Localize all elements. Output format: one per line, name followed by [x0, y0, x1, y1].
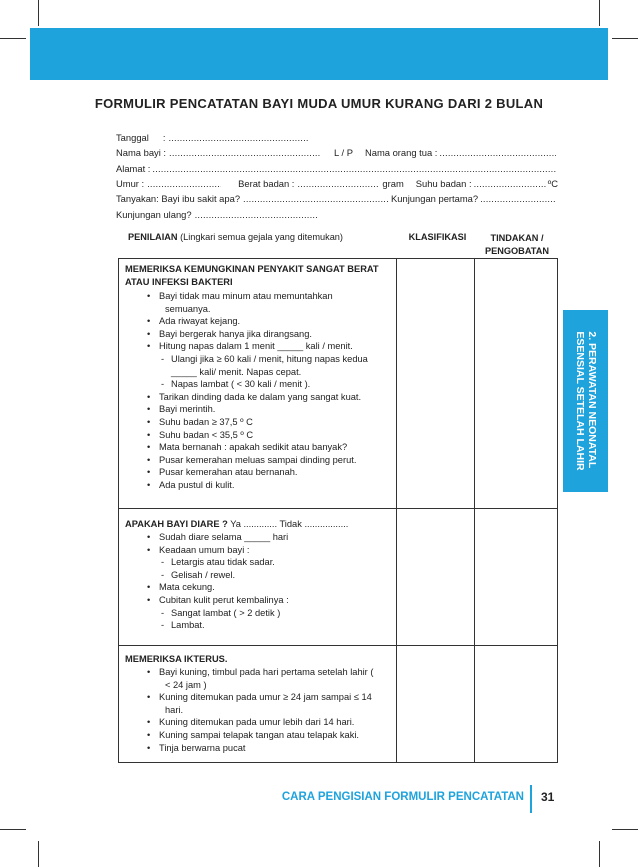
bullet: •	[147, 532, 151, 542]
item-text: Kuning sampai telapak tangan atau telapak kaki.	[159, 729, 360, 740]
bullet: •	[147, 328, 151, 339]
bullet: •	[147, 479, 151, 490]
item-text: Kuning ditemukan pada umur lebih dari 14 hari.	[159, 717, 355, 728]
label-umur: Umur :	[116, 178, 145, 190]
bullet: •	[147, 291, 151, 301]
list-item	[125, 391, 390, 404]
item-text: hari.	[165, 704, 184, 715]
section-title-text: APAKAH BAYI DIARE ?	[125, 519, 228, 529]
label-kunjungan-pertama: Kunjungan pertama?	[391, 193, 479, 205]
list-item	[125, 479, 390, 492]
label-kunjungan-ulang: Kunjungan ulang?	[116, 208, 192, 220]
list-item	[125, 328, 390, 341]
dash: -	[161, 379, 165, 390]
chapter-side-tab	[563, 310, 608, 492]
header-band	[30, 28, 608, 80]
field-umur-berat-suhu	[116, 176, 558, 191]
item-text: Keadaan umum bayi :	[159, 544, 250, 555]
sub-item	[125, 366, 390, 379]
bullet: •	[147, 582, 151, 593]
fill-line	[439, 147, 556, 158]
section-title: MEMERIKSA IKTERUS.	[125, 654, 228, 664]
crop-mark	[612, 829, 638, 830]
list-item	[125, 429, 390, 442]
item-text: Kuning ditemukan pada umur ≥ 24 jam sampai ≤ 14	[159, 692, 372, 703]
list-item	[125, 315, 390, 328]
section-title-options: Ya ............. Tidak .................	[227, 519, 349, 529]
page-number: 31	[541, 790, 555, 804]
sub-item	[125, 353, 390, 366]
item-text: Pusar kemerahan atau bernanah.	[159, 467, 298, 478]
dash: -	[161, 353, 165, 364]
item-text: Lambat.	[171, 620, 205, 631]
label-tanggal-colon: :	[162, 132, 166, 144]
item-text: Tarikan dinding dada ke dalam yang sangat kuat.	[159, 391, 362, 402]
bullet: •	[147, 594, 151, 605]
label-nama-bayi: Nama bayi :	[116, 147, 167, 159]
klasifikasi-cell[interactable]	[396, 509, 474, 645]
bullet: •	[147, 416, 151, 427]
list-item	[125, 716, 390, 729]
fill-line	[195, 209, 317, 220]
sub-item	[125, 378, 390, 391]
fill-line	[480, 193, 556, 204]
dash: -	[161, 557, 165, 568]
fill-line	[168, 132, 308, 143]
patient-fields	[116, 130, 558, 222]
bullet: •	[147, 667, 151, 677]
item-text: Bayi tidak mau minum atau memuntahkan	[159, 291, 333, 301]
item-text: Bayi bergerak hanya jika dirangsang.	[159, 328, 312, 339]
header-penilaian-note: (Lingkari semua gejala yang ditemukan)	[177, 232, 343, 242]
bullet: •	[147, 442, 151, 453]
section-title	[125, 518, 390, 531]
list-item	[125, 340, 390, 353]
list-item	[125, 679, 390, 692]
list-item	[125, 416, 390, 429]
bullet: •	[147, 404, 151, 415]
label-suhu-badan: Suhu badan :	[415, 178, 472, 190]
item-text: Ulangi jika ≥ 60 kali / menit, hitung napas kedua	[171, 353, 368, 364]
dash: -	[161, 620, 165, 631]
crop-mark	[0, 829, 26, 830]
item-text: Hitung napas dalam 1 menit _____ kali / menit.	[159, 341, 353, 352]
fill-line	[297, 178, 379, 189]
item-text: Mata bernanah : apakah sedikit atau banyak?	[159, 442, 348, 453]
assessment-table	[118, 258, 558, 763]
field-tanyakan	[116, 191, 558, 206]
crop-mark	[599, 841, 600, 867]
crop-mark	[38, 0, 39, 26]
bullet: •	[147, 544, 151, 555]
list-item	[125, 704, 390, 717]
footer-section-title: CARA PENGISIAN FORMULIR PENCATATAN	[281, 791, 524, 803]
crop-mark	[612, 38, 638, 39]
bullet: •	[147, 316, 151, 327]
crop-mark	[599, 0, 600, 26]
sub-item	[125, 607, 390, 620]
header-tindakan-line-2: PENGOBATAN	[485, 246, 549, 256]
header-penilaian-label: PENILAIAN	[128, 232, 178, 242]
list-item	[125, 666, 390, 679]
list-item	[125, 454, 390, 467]
label-celsius: ºC	[547, 178, 558, 190]
bullet: •	[147, 742, 151, 753]
chapter-side-tab-text	[574, 331, 598, 470]
dash: -	[161, 569, 165, 580]
item-text: Tinja berwarna pucat	[159, 742, 246, 753]
side-tab-line-2: ESENSIAL SETELAH LAHIR	[573, 331, 586, 471]
item-text: Letargis atau tidak sadar.	[171, 557, 275, 568]
list-item	[125, 594, 390, 607]
item-text: Bayi kuning, timbul pada hari pertama setelah lahir (	[159, 667, 374, 677]
list-item	[125, 290, 390, 303]
list-item	[125, 729, 390, 742]
fill-line	[169, 147, 321, 158]
item-text: Cubitan kulit perut kembalinya :	[159, 594, 289, 605]
label-tanyakan: Tanyakan: Bayi ibu sakit apa?	[116, 193, 241, 205]
list-item	[125, 691, 390, 704]
klasifikasi-cell[interactable]	[396, 259, 474, 508]
item-text: Sudah diare selama _____ hari	[159, 532, 289, 542]
header-tindakan-line-1: TINDAKAN /	[490, 233, 544, 243]
section-title: MEMERIKSA KEMUNGKINAN PENYAKIT SANGAT BERAT	[125, 264, 379, 274]
item-text: Sangat lambat ( > 2 detik )	[171, 607, 281, 618]
penilaian-cell	[119, 259, 396, 508]
item-text: Mata cekung.	[159, 582, 215, 593]
crop-mark	[0, 38, 26, 39]
label-gram: gram	[382, 178, 404, 190]
sub-item	[125, 619, 390, 632]
list-item	[125, 544, 390, 557]
field-tanggal	[116, 130, 558, 145]
label-lp: L / P	[334, 147, 353, 159]
klasifikasi-cell[interactable]	[396, 646, 474, 762]
list-item	[125, 531, 390, 544]
form-title: FORMULIR PENCATATAN BAYI MUDA UMUR KURANG DARI 2 BULAN	[94, 96, 544, 111]
section-title: ATAU INFEKSI BAKTERI	[125, 277, 233, 287]
bullet: •	[147, 429, 151, 440]
label-tanggal: Tanggal	[116, 132, 149, 144]
list-item	[125, 441, 390, 454]
header-klasifikasi: KLASIFIKASI	[408, 232, 467, 242]
section-penyakit-berat	[119, 259, 557, 508]
label-alamat: Alamat :	[116, 162, 151, 174]
header-penilaian	[128, 232, 343, 242]
tindakan-cell[interactable]	[474, 646, 557, 762]
bullet: •	[147, 717, 151, 728]
field-alamat	[116, 161, 558, 176]
list-item	[125, 466, 390, 479]
sub-item	[125, 569, 390, 582]
bullet: •	[147, 729, 151, 740]
section-diare	[119, 508, 557, 645]
item-text: _____ kali/ menit. Napas cepat.	[171, 366, 302, 377]
list-item	[125, 742, 390, 755]
penilaian-cell	[119, 509, 396, 645]
header-tindakan	[477, 232, 557, 258]
item-text: Gelisah / rewel.	[171, 569, 236, 580]
item-text: Bayi merintih.	[159, 404, 216, 415]
label-nama-ortu: Nama orang tua :	[364, 147, 438, 159]
bullet: •	[147, 692, 151, 703]
item-text: Suhu badan < 35,5 º C	[159, 429, 254, 440]
side-tab-line-1: 2. PERAWATAN NEONATAL	[585, 331, 598, 469]
tindakan-cell[interactable]	[474, 259, 557, 508]
footer-divider	[530, 785, 532, 813]
section-ikterus	[119, 645, 557, 762]
field-kunjungan-ulang	[116, 206, 558, 221]
list-item	[125, 303, 390, 316]
field-nama-bayi	[116, 145, 558, 160]
item-text: < 24 jam )	[165, 679, 207, 690]
item-text: Napas lambat ( < 30 kali / menit ).	[171, 379, 311, 390]
item-text: Ada riwayat kejang.	[159, 316, 241, 327]
fill-line	[152, 163, 556, 174]
sub-item	[125, 556, 390, 569]
fill-line	[474, 178, 546, 189]
penilaian-cell	[119, 646, 396, 762]
tindakan-cell[interactable]	[474, 509, 557, 645]
bullet: •	[147, 454, 151, 465]
fill-line	[147, 178, 221, 189]
bullet: •	[147, 341, 151, 352]
label-berat-badan: Berat badan :	[238, 178, 295, 190]
list-item	[125, 403, 390, 416]
item-text: Pusar kemerahan meluas sampai dinding perut.	[159, 454, 357, 465]
bullet: •	[147, 467, 151, 478]
list-item	[125, 581, 390, 594]
crop-mark	[38, 841, 39, 867]
dash: -	[161, 607, 165, 618]
item-text: semuanya.	[165, 303, 211, 314]
bullet: •	[147, 391, 151, 402]
item-text: Ada pustul di kulit.	[159, 479, 235, 490]
fill-line	[243, 193, 388, 204]
item-text: Suhu badan ≥ 37,5 º C	[159, 416, 253, 427]
